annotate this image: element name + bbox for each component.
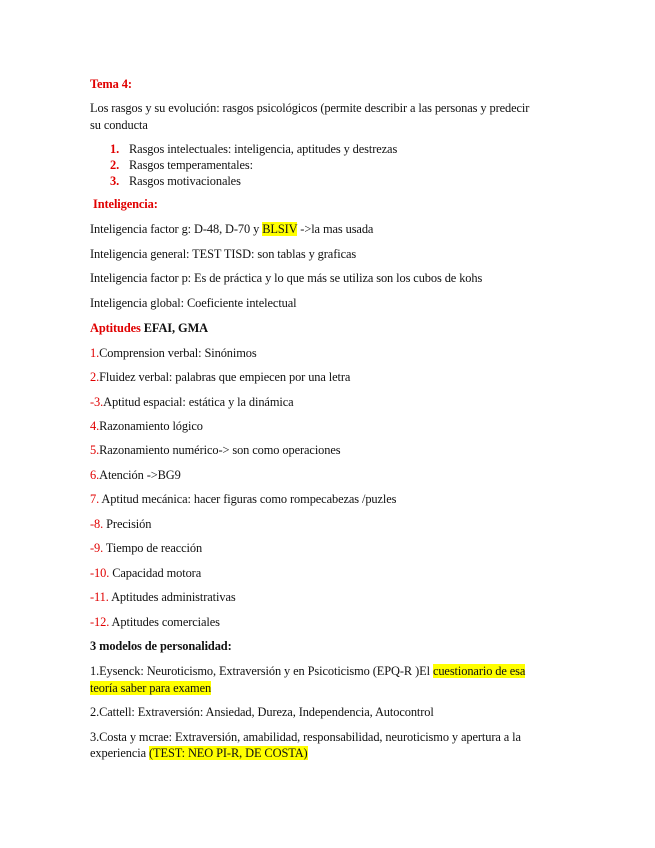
- aptitudes-heading-red: Aptitudes: [90, 321, 141, 335]
- factor-g-text: Inteligencia factor g: D-48, D-70 y: [90, 222, 263, 236]
- costa-text: experiencia: [90, 746, 149, 760]
- aptitude-text: Aptitudes comerciales: [109, 615, 220, 629]
- topic-title: Tema 4:: [90, 77, 132, 91]
- intelligence-factor-g: [90, 221, 373, 237]
- model-eysenck-line-1: [90, 663, 525, 679]
- aptitude-item: [90, 369, 350, 385]
- intro-line-2: su conducta: [90, 118, 148, 132]
- aptitude-item: [90, 345, 257, 361]
- aptitude-text: Aptitudes administrativas: [108, 590, 236, 604]
- aptitude-item: [90, 540, 202, 556]
- trait-text: Rasgos motivacionales: [129, 174, 241, 188]
- aptitude-number: 1.: [90, 346, 100, 360]
- aptitude-number: 6.: [90, 468, 100, 482]
- aptitude-text: Comprension verbal: Sinónimos: [99, 346, 257, 360]
- trait-number: 1.: [110, 142, 120, 156]
- trait-text: Rasgos intelectuales: inteligencia, aptitudes y destrezas: [129, 142, 398, 156]
- eysenck-highlight-1: cuestionario de esa: [432, 664, 526, 678]
- model-costa-line-1: 3.Costa y mcrae: Extraversión, amabilidad, responsabilidad, neuroticismo y apertura a la: [90, 730, 521, 744]
- model-cattell: 2.Cattell: Extraversión: Ansiedad, Dureza, Independencia, Autocontrol: [90, 705, 434, 719]
- aptitude-number: -11.: [90, 590, 109, 604]
- aptitude-text: Atención ->BG9: [99, 468, 181, 482]
- aptitude-text: Aptitud mecánica: hacer figuras como rompecabezas /puzles: [99, 492, 397, 506]
- aptitude-text: Capacidad motora: [109, 566, 202, 580]
- aptitude-text: Razonamiento numérico-> son como operaciones: [99, 443, 341, 457]
- aptitude-number: 4.: [90, 419, 100, 433]
- factor-g-after: ->la mas usada: [297, 222, 374, 236]
- aptitude-number: -12.: [90, 615, 110, 629]
- trait-text: Rasgos temperamentales:: [129, 158, 253, 172]
- intelligence-factor-p: Inteligencia factor p: Es de práctica y lo que más se utiliza son los cubos de kohs: [90, 271, 483, 285]
- aptitude-item: [90, 565, 201, 581]
- aptitude-number: 7.: [90, 492, 100, 506]
- trait-item-1: [110, 141, 397, 157]
- factor-g-highlight: BLSIV: [262, 222, 298, 236]
- intelligence-heading: Inteligencia:: [93, 197, 158, 211]
- trait-item-3: [110, 173, 241, 189]
- aptitude-item: [90, 467, 181, 483]
- costa-highlight: (TEST: NEO PI-R, DE COSTA): [149, 746, 308, 760]
- models-heading: 3 modelos de personalidad:: [90, 639, 232, 653]
- intelligence-global: Inteligencia global: Coeficiente intelectual: [90, 296, 297, 310]
- aptitude-text: Razonamiento lógico: [99, 419, 203, 433]
- aptitude-item: [90, 614, 220, 630]
- aptitude-text: Aptitud espacial: estática y la dinámica: [103, 395, 294, 409]
- aptitude-number: 5.: [90, 443, 100, 457]
- aptitude-number: -3.: [90, 395, 104, 409]
- model-eysenck-line-2: [90, 680, 211, 696]
- trait-number: 2.: [110, 158, 120, 172]
- intro-line-1: Los rasgos y su evolución: rasgos psicológicos (permite describir a las personas y predecir: [90, 101, 530, 115]
- aptitude-item: [90, 491, 396, 507]
- aptitude-text: Tiempo de reacción: [103, 541, 203, 555]
- intelligence-general: Inteligencia general: TEST TISD: son tablas y graficas: [90, 247, 357, 261]
- aptitude-number: -10.: [90, 566, 110, 580]
- aptitude-item: [90, 418, 203, 434]
- aptitude-text: Precisión: [103, 517, 152, 531]
- aptitudes-heading: [90, 320, 208, 336]
- eysenck-text: 1.Eysenck: Neuroticismo, Extraversión y en Psicoticismo (EPQ-R )El: [90, 664, 433, 678]
- aptitude-item: [90, 394, 294, 410]
- aptitude-text: Fluidez verbal: palabras que empiecen por una letra: [99, 370, 351, 384]
- model-costa-line-2: [90, 745, 308, 761]
- aptitude-number: -8.: [90, 517, 104, 531]
- eysenck-highlight-2: teoría saber para examen: [90, 681, 212, 695]
- aptitude-item: [90, 589, 236, 605]
- aptitudes-heading-tests: EFAI, GMA: [140, 321, 209, 335]
- aptitude-item: [90, 442, 340, 458]
- aptitude-number: 2.: [90, 370, 100, 384]
- trait-number: 3.: [110, 174, 120, 188]
- aptitude-number: -9.: [90, 541, 104, 555]
- trait-item-2: [110, 157, 253, 173]
- aptitude-item: [90, 516, 151, 532]
